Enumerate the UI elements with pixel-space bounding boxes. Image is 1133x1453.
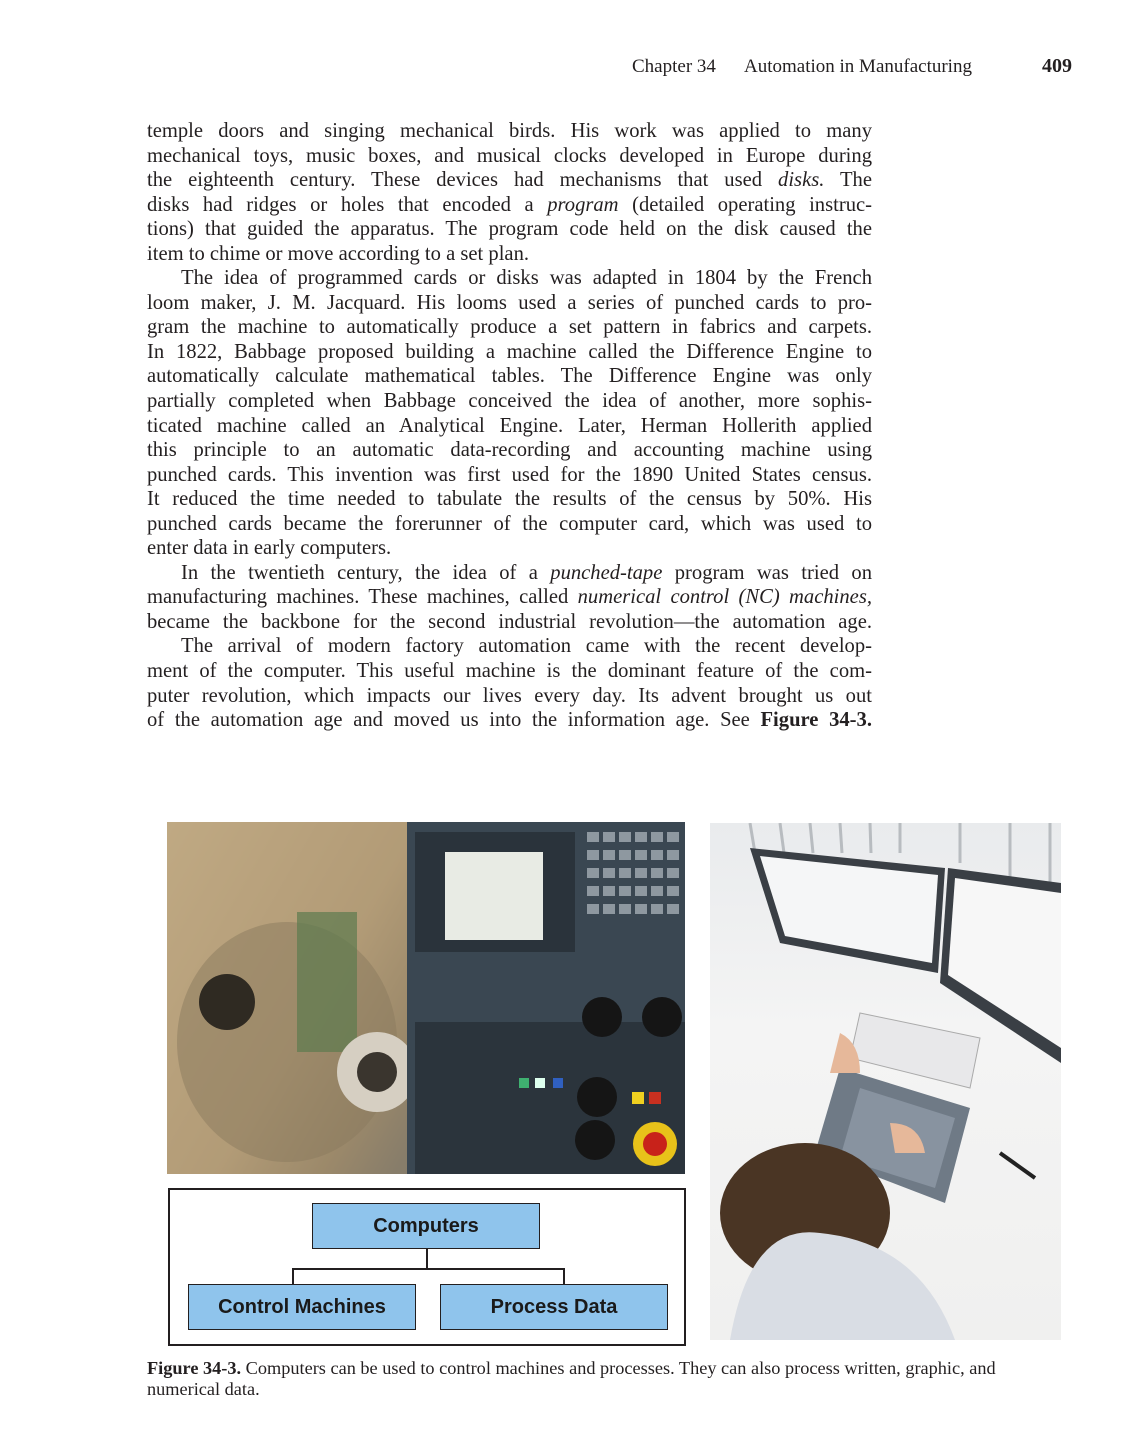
text-segment: automatically calculate mathematical tables. The Difference Engine was only [147,365,872,388]
text-segment: It reduced the time needed to tabulate the results of the census by 50%. His [147,488,872,511]
connector-line [292,1268,294,1285]
italic-term: numerical control (NC) machines, [577,586,872,609]
cnc-machine-photo [167,822,685,1174]
computers-hierarchy-diagram [168,1188,686,1346]
text-segment: The [824,169,872,192]
italic-term: disks. [778,169,825,192]
text-line [147,340,872,365]
text-line [147,291,872,316]
text-segment: mechanical toys, music boxes, and musical clocks developed in Europe during [147,144,872,167]
italic-term: program [547,193,619,216]
text-line [147,364,872,389]
text-line [147,561,872,586]
text-line [147,217,872,242]
text-segment: enter data in early computers. [147,537,392,560]
figure-caption-text: Computers can be used to control machines and processes. They can also process written, graphic, and numerical data. [147,1358,996,1399]
diagram-box-computers: Computers [312,1203,540,1249]
text-segment: tions) that guided the apparatus. The program code held on the disk caused the [147,218,872,241]
text-line [147,315,872,340]
text-segment: loom maker, J. M. Jacquard. His looms used a series of punched cards to pro- [147,291,872,314]
text-segment: gram the machine to automatically produce a set pattern in fabrics and carpets. [147,316,872,339]
text-segment: of the automation age and moved us into the information age. See [147,709,761,732]
figure-reference: Figure 34-3. [760,709,872,732]
text-line [147,463,872,488]
text-line [147,512,872,537]
text-line [147,610,872,635]
page-number: 409 [1042,55,1072,77]
text-line [147,414,872,439]
text-line [147,684,872,709]
text-line [147,119,872,144]
text-line [147,193,872,218]
diagram-box-control-machines: Control Machines [188,1284,416,1330]
text-segment: the eighteenth century. These devices had mechanisms that used [147,169,779,192]
diagram-box-process-data: Process Data [440,1284,668,1330]
text-segment: (detailed operating instruc- [618,193,872,216]
text-segment: In 1822, Babbage proposed building a machine called the Difference Engine to [147,340,872,363]
connector-line [426,1249,428,1270]
figure-label: Figure 34-3. [147,1358,242,1378]
text-line [147,438,872,463]
running-header-title: Automation in Manufacturing [744,56,972,77]
text-line [147,266,872,291]
text-line [147,536,872,561]
text-segment: puter revolution, which impacts our lives every day. Its advent brought us out [147,684,872,707]
text-segment: program was tried on [662,561,873,584]
text-segment: ment of the computer. This useful machine is the dominant feature of the com- [147,660,872,683]
text-line [147,659,872,684]
body-text [147,119,872,733]
text-segment: manufacturing machines. These machines, called [147,586,578,609]
text-line [147,168,872,193]
figure-caption [147,1358,1062,1400]
text-segment: disks had ridges or holes that encoded a [147,193,548,216]
text-line [147,487,872,512]
text-line [147,144,872,169]
text-line [147,389,872,414]
connector-line [563,1268,565,1285]
text-line [147,242,872,267]
text-line [147,708,872,733]
text-segment: In the twentieth century, the idea of a [181,561,551,584]
text-segment: The idea of programmed cards or disks was adapted in 1804 by the French [181,267,872,290]
text-line [147,634,872,659]
text-segment: item to chime or move according to a set plan. [147,242,530,265]
running-header-chapter: Chapter 34 [632,56,716,77]
text-segment: The arrival of modern factory automation came with the recent develop- [181,635,872,658]
computer-workstation-photo [710,823,1061,1340]
text-segment: punched cards became the forerunner of the computer card, which was used to [147,512,872,535]
text-segment: ticated machine called an Analytical Engine. Later, Herman Hollerith applied [147,414,872,437]
text-segment: punched cards. This invention was first used for the 1890 United States census. [147,463,872,486]
italic-term: punched-tape [550,561,663,584]
text-segment: partially completed when Babbage conceived the idea of another, more sophis- [147,390,872,413]
text-line [147,585,872,610]
connector-line [292,1268,565,1270]
text-segment: became the backbone for the second industrial revolution—the automation age. [147,610,872,633]
text-segment: temple doors and singing mechanical birds. His work was applied to many [147,120,872,142]
text-segment: this principle to an automatic data-recording and accounting machine using [147,439,872,462]
